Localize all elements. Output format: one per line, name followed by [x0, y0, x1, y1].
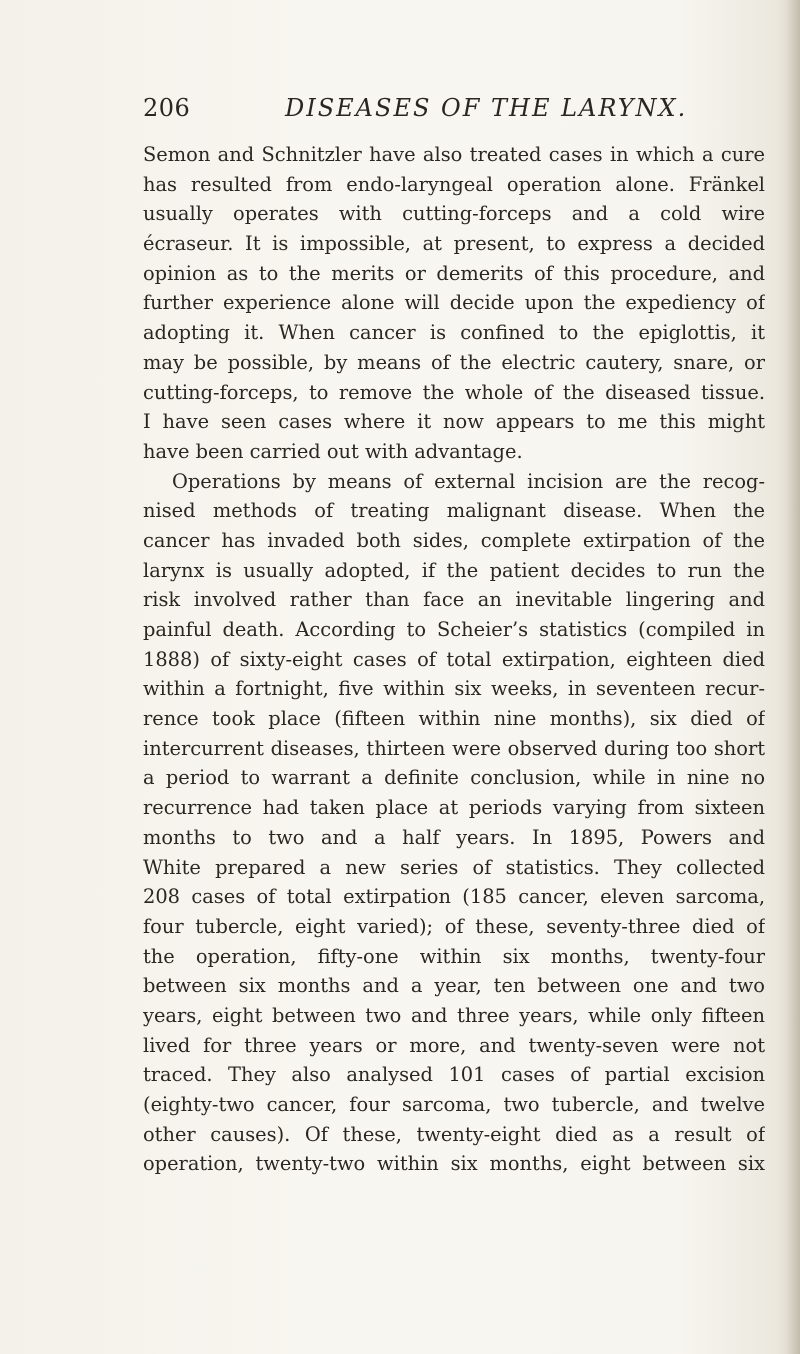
page-header — [143, 94, 763, 126]
text-line: has resulted from endo-laryngeal operation alone. Fränkel — [143, 172, 765, 196]
text-line: other causes). Of these, twenty-eight died as a result of — [143, 1122, 765, 1146]
body-text — [143, 140, 765, 1179]
text-line: lived for three years or more, and twenty-seven were not — [143, 1033, 765, 1057]
text-line: between six months and a year, ten between one and two — [143, 974, 765, 998]
text-line: risk involved rather than face an inevitable lingering and — [143, 588, 765, 612]
text-line: larynx is usually adopted, if the patient decides to run the — [143, 558, 765, 582]
text-line: intercurrent diseases, thirteen were observed during too short — [143, 736, 765, 760]
text-line: years, eight between two and three years, while only fifteen — [143, 1003, 765, 1027]
page-number: 206 — [143, 94, 191, 122]
text-line: usually operates with cutting-forceps and a cold wire — [143, 202, 765, 226]
text-line: adopting it. When cancer is confined to the epiglottis, it — [143, 321, 765, 345]
text-line: I have seen cases where it now appears to me this might — [143, 410, 765, 434]
text-line: painful death. According to Scheier’s statistics (compiled in — [143, 618, 765, 641]
text-line: 1888) of sixty-eight cases of total extirpation, eighteen died — [143, 647, 765, 671]
text-line: a period to warrant a definite conclusion, while in nine no — [143, 766, 765, 790]
text-line: the operation, fifty-one within six months, twenty-four — [143, 944, 765, 968]
text-line: have been carried out with advantage. — [143, 439, 523, 463]
text-line: further experience alone will decide upon the expediency of — [143, 291, 765, 315]
text-line: rence took place (fifteen within nine months), six died of — [143, 707, 765, 731]
text-line: White prepared a new series of statistics. They collected — [143, 855, 765, 879]
text-line: cutting-forceps, to remove the whole of the diseased tissue. — [143, 380, 765, 404]
text-line: traced. They also analysed 101 cases of partial excision — [143, 1063, 765, 1087]
text-line: four tubercle, eight varied); of these, seventy-three died of — [143, 914, 765, 938]
running-head: DISEASES OF THE LARYNX. — [285, 94, 688, 122]
text-line: operation, twenty-two within six months, eight between six — [143, 1152, 765, 1176]
text-line: may be possible, by means of the electric cautery, snare, or — [143, 350, 765, 374]
text-line: écraseur. It is impossible, at present, to express a decided — [143, 232, 765, 256]
text-line: cancer has invaded both sides, complete extirpation of the — [143, 528, 765, 552]
text-line: (eighty-two cancer, four sarcoma, two tubercle, and twelve — [143, 1093, 765, 1116]
text-line: recurrence had taken place at periods varying from sixteen — [143, 796, 765, 820]
text-line: opinion as to the merits or demerits of this procedure, and — [143, 261, 765, 285]
text-line: months to two and a half years. In 1895, Powers and — [143, 825, 765, 849]
text-line: Semon and Schnitzler have also treated cases in which a cure — [143, 143, 765, 166]
text-line: 208 cases of total extirpation (185 cancer, eleven sarcoma, — [143, 885, 765, 909]
page-edge-shadow — [786, 0, 800, 1354]
text-line: nised methods of treating malignant disease. When the — [143, 499, 765, 523]
text-line: within a fortnight, five within six weeks, in seventeen recur- — [143, 677, 765, 701]
text-line: Operations by means of external incision are the recog- — [172, 469, 765, 493]
